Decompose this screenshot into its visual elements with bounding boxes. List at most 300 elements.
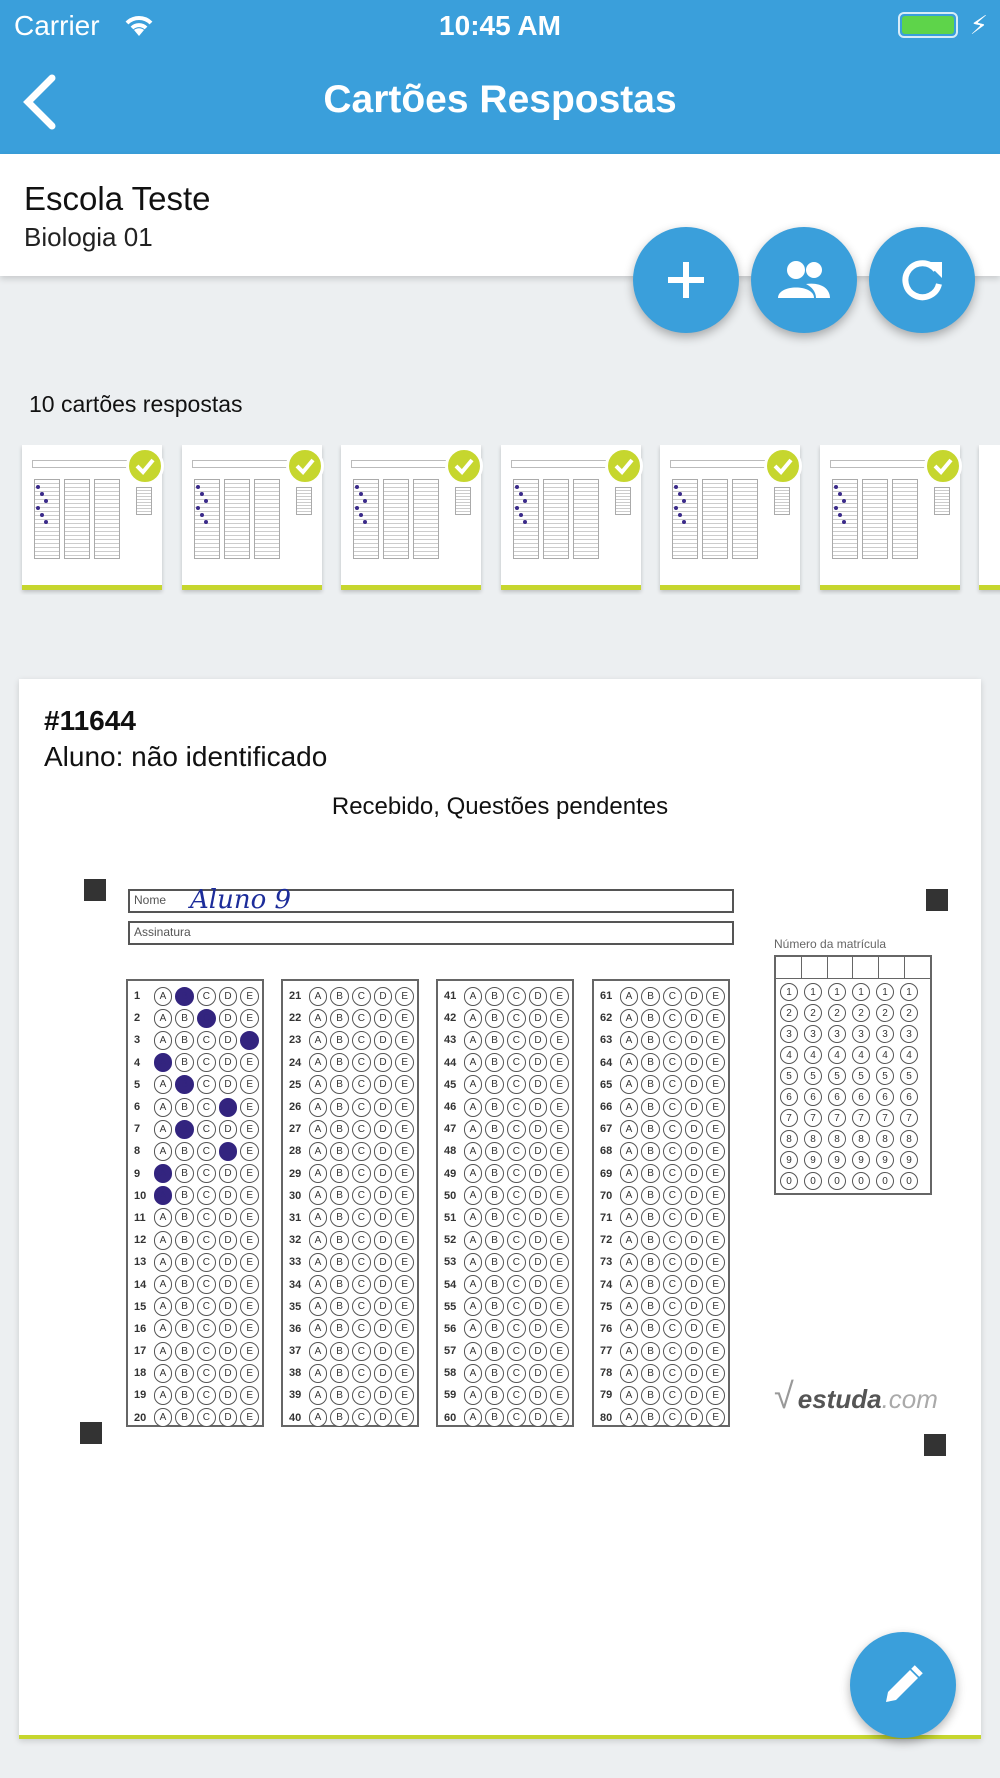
answer-bubble: A bbox=[464, 1164, 483, 1183]
question-row: 30 A B C D E bbox=[289, 1185, 417, 1207]
answer-bubble: C bbox=[663, 1319, 682, 1338]
answer-bubble: E bbox=[395, 1364, 414, 1383]
answer-bubble: C bbox=[197, 1075, 216, 1094]
answer-bubble: E bbox=[240, 1031, 259, 1050]
answer-bubble: B bbox=[175, 1231, 194, 1250]
answer-bubble: C bbox=[352, 1031, 371, 1050]
answer-bubble: D bbox=[219, 1408, 238, 1427]
answer-sheet-image bbox=[74, 879, 964, 1459]
answer-bubble: C bbox=[663, 1031, 682, 1050]
answer-bubble: B bbox=[330, 1142, 349, 1161]
digit-bubble: 0 bbox=[900, 1172, 918, 1190]
answer-bubble: D bbox=[529, 1275, 548, 1294]
answer-bubble: D bbox=[685, 1408, 704, 1427]
corner-marker bbox=[84, 879, 106, 901]
answer-bubble: A bbox=[309, 1164, 328, 1183]
answer-bubble: D bbox=[374, 1364, 393, 1383]
answer-bubble: A bbox=[620, 1120, 639, 1139]
digit-bubble: 2 bbox=[876, 1004, 894, 1022]
answer-bubble: A bbox=[154, 1275, 173, 1294]
answer-bubble: D bbox=[529, 1386, 548, 1405]
answer-bubble: E bbox=[706, 1009, 725, 1028]
question-row: 39 A B C D E bbox=[289, 1384, 417, 1406]
question-row: 16 A B C D E bbox=[134, 1318, 262, 1340]
card-id: #11644 bbox=[44, 705, 136, 736]
digit-bubble: 2 bbox=[804, 1004, 822, 1022]
digit-bubble: 4 bbox=[900, 1046, 918, 1064]
card-thumbnail[interactable] bbox=[820, 445, 960, 590]
answer-bubble: B bbox=[330, 1319, 349, 1338]
answer-bubble: A bbox=[309, 1142, 328, 1161]
answer-bubble: C bbox=[352, 1231, 371, 1250]
answer-bubble: E bbox=[550, 1253, 569, 1272]
answer-bubble: E bbox=[395, 1098, 414, 1117]
digit-bubble: 5 bbox=[852, 1067, 870, 1085]
answer-bubble: B bbox=[330, 1275, 349, 1294]
answer-bubble: B bbox=[485, 987, 504, 1006]
answer-bubble: C bbox=[197, 987, 216, 1006]
answer-bubble: B bbox=[175, 1319, 194, 1338]
answer-bubble: B bbox=[330, 1164, 349, 1183]
carrier-label: Carrier bbox=[14, 10, 100, 41]
answer-bubble: C bbox=[507, 1253, 526, 1272]
question-row: 22 A B C D E bbox=[289, 1007, 417, 1029]
answer-bubble: D bbox=[529, 1364, 548, 1383]
answer-bubble: E bbox=[550, 1120, 569, 1139]
answer-bubble: B bbox=[485, 1186, 504, 1205]
answer-bubble: C bbox=[197, 1142, 216, 1161]
answer-bubble: E bbox=[550, 1208, 569, 1227]
question-row: 67 A B C D E bbox=[600, 1118, 728, 1140]
answer-bubble: A bbox=[620, 1009, 639, 1028]
answer-bubble: C bbox=[197, 1342, 216, 1361]
answer-bubble: B bbox=[485, 1364, 504, 1383]
answer-bubble: E bbox=[395, 1120, 414, 1139]
answer-bubble: D bbox=[529, 1408, 548, 1427]
question-row: 18 A B C D E bbox=[134, 1362, 262, 1384]
answer-bubble: E bbox=[706, 987, 725, 1006]
answer-bubble: B bbox=[485, 1098, 504, 1117]
answer-bubble: B bbox=[175, 1142, 194, 1161]
answer-bubble: A bbox=[464, 1075, 483, 1094]
answer-bubble: E bbox=[550, 1142, 569, 1161]
question-row: 75 A B C D E bbox=[600, 1296, 728, 1318]
answer-bubble: C bbox=[507, 1342, 526, 1361]
answer-bubble: E bbox=[706, 1142, 725, 1161]
digit-bubble: 8 bbox=[900, 1130, 918, 1148]
answer-bubble: E bbox=[395, 1208, 414, 1227]
answer-bubble: E bbox=[550, 1364, 569, 1383]
page-title: Cartões Respostas bbox=[323, 78, 677, 121]
answer-bubble: D bbox=[219, 1386, 238, 1405]
answer-bubble: B bbox=[485, 1297, 504, 1316]
answer-bubble: B bbox=[175, 1342, 194, 1361]
question-row: 35 A B C D E bbox=[289, 1296, 417, 1318]
answer-bubble: D bbox=[685, 1164, 704, 1183]
card-thumbnail[interactable] bbox=[182, 445, 322, 590]
digit-bubble: 3 bbox=[900, 1025, 918, 1043]
answer-bubble: B bbox=[485, 1009, 504, 1028]
brand-logo: √ estuda.com bbox=[774, 1375, 938, 1416]
answer-bubble: C bbox=[507, 1142, 526, 1161]
answer-bubble: E bbox=[706, 1031, 725, 1050]
answer-bubble: E bbox=[395, 1342, 414, 1361]
answer-bubble: C bbox=[507, 1075, 526, 1094]
student-label: Aluno: não identificado bbox=[44, 741, 328, 772]
question-row: 26 A B C D E bbox=[289, 1096, 417, 1118]
answer-bubble: E bbox=[240, 1186, 259, 1205]
answer-bubble: E bbox=[706, 1319, 725, 1338]
question-row: 9 A B C D E bbox=[134, 1163, 262, 1185]
answer-bubble: C bbox=[663, 1120, 682, 1139]
answer-bubble: B bbox=[485, 1275, 504, 1294]
answer-bubble: C bbox=[352, 1142, 371, 1161]
digit-bubble: 5 bbox=[804, 1067, 822, 1085]
answer-bubble: E bbox=[550, 987, 569, 1006]
answer-bubble: A bbox=[620, 1031, 639, 1050]
answer-bubble: E bbox=[395, 1386, 414, 1405]
answer-bubble: C bbox=[507, 1031, 526, 1050]
answer-bubble: E bbox=[395, 987, 414, 1006]
answer-bubble: B bbox=[175, 1386, 194, 1405]
question-row: 71 A B C D E bbox=[600, 1207, 728, 1229]
add-button[interactable] bbox=[633, 227, 739, 333]
digit-bubble: 6 bbox=[852, 1088, 870, 1106]
answer-bubble: C bbox=[197, 1031, 216, 1050]
answer-bubble: A bbox=[154, 1297, 173, 1316]
answer-bubble: A bbox=[620, 1253, 639, 1272]
answer-bubble: A bbox=[464, 1186, 483, 1205]
answer-bubble: A bbox=[620, 1319, 639, 1338]
answer-bubble: E bbox=[395, 1009, 414, 1028]
registration-label: Número da matrícula bbox=[774, 937, 887, 951]
group-icon bbox=[776, 260, 832, 300]
answer-bubble: A bbox=[309, 987, 328, 1006]
answer-bubble: C bbox=[352, 1408, 371, 1427]
answer-bubble: C bbox=[507, 1364, 526, 1383]
answer-bubble: E bbox=[706, 1208, 725, 1227]
question-row: 19 A B C D E bbox=[134, 1384, 262, 1406]
answer-bubble: C bbox=[352, 1275, 371, 1294]
answer-bubble: A bbox=[464, 1408, 483, 1427]
answer-bubble: C bbox=[507, 1386, 526, 1405]
answer-bubble: E bbox=[550, 1164, 569, 1183]
answer-bubble: A bbox=[464, 1031, 483, 1050]
answer-bubble: B bbox=[175, 1031, 194, 1050]
answer-bubble: A bbox=[464, 1053, 483, 1072]
answer-bubble: D bbox=[529, 1319, 548, 1338]
thumbnail-strip[interactable] bbox=[0, 445, 1000, 595]
answer-bubble: D bbox=[374, 1053, 393, 1072]
answer-bubble: A bbox=[620, 1408, 639, 1427]
question-row: 15 A B C D E bbox=[134, 1296, 262, 1318]
question-row: 6 A B C D E bbox=[134, 1096, 262, 1118]
question-row: 24 A B C D E bbox=[289, 1052, 417, 1074]
answer-bubble: A bbox=[309, 1231, 328, 1250]
digit-bubble: 8 bbox=[780, 1130, 798, 1148]
answer-bubble: E bbox=[240, 1253, 259, 1272]
answer-bubble: D bbox=[374, 1075, 393, 1094]
answer-bubble: A bbox=[154, 1142, 173, 1161]
answer-bubble: A bbox=[464, 1142, 483, 1161]
answer-bubble: A bbox=[620, 1364, 639, 1383]
answer-bubble: B bbox=[641, 1098, 660, 1117]
answer-bubble: A bbox=[309, 1342, 328, 1361]
answer-bubble: D bbox=[374, 1319, 393, 1338]
answer-bubble: B bbox=[175, 1164, 194, 1183]
answer-bubble: D bbox=[374, 1098, 393, 1117]
card-thumbnail[interactable] bbox=[979, 445, 1000, 590]
question-row: 34 A B C D E bbox=[289, 1273, 417, 1295]
answer-bubble: E bbox=[706, 1231, 725, 1250]
digit-bubble: 9 bbox=[900, 1151, 918, 1169]
digit-bubble: 0 bbox=[804, 1172, 822, 1190]
answer-bubble: E bbox=[240, 1364, 259, 1383]
question-row: 4 A B C D E bbox=[134, 1052, 262, 1074]
answer-bubble: E bbox=[550, 1098, 569, 1117]
answer-bubble: B bbox=[330, 1342, 349, 1361]
digit-bubble: 5 bbox=[828, 1067, 846, 1085]
question-row: 62 A B C D E bbox=[600, 1007, 728, 1029]
answer-bubble: C bbox=[663, 1253, 682, 1272]
question-row: 28 A B C D E bbox=[289, 1140, 417, 1162]
answer-bubble: D bbox=[529, 1297, 548, 1316]
answer-bubble: D bbox=[685, 1231, 704, 1250]
digit-bubble: 3 bbox=[804, 1025, 822, 1043]
question-row: 40 A B C D E bbox=[289, 1407, 417, 1429]
answer-bubble: A bbox=[154, 1208, 173, 1227]
corner-marker bbox=[924, 1434, 946, 1456]
answer-bubble: A bbox=[309, 1297, 328, 1316]
answer-bubble: E bbox=[395, 1142, 414, 1161]
edit-button[interactable] bbox=[850, 1632, 956, 1738]
answer-bubble: E bbox=[240, 1075, 259, 1094]
question-row: 63 A B C D E bbox=[600, 1029, 728, 1051]
answer-bubble: E bbox=[550, 1408, 569, 1427]
answer-bubble: B bbox=[485, 1386, 504, 1405]
question-row: 58 A B C D E bbox=[444, 1362, 572, 1384]
digit-bubble: 9 bbox=[828, 1151, 846, 1169]
card-thumbnail[interactable] bbox=[501, 445, 641, 590]
answer-bubble: A bbox=[154, 1319, 173, 1338]
answer-bubble: E bbox=[240, 1164, 259, 1183]
answer-bubble: B bbox=[175, 1297, 194, 1316]
answer-bubble: D bbox=[685, 987, 704, 1006]
answer-bubble: C bbox=[663, 1364, 682, 1383]
question-row: 2 A B C D E bbox=[134, 1007, 262, 1029]
digit-bubble: 1 bbox=[900, 983, 918, 1001]
check-icon bbox=[126, 447, 164, 485]
answer-bubble: D bbox=[529, 1053, 548, 1072]
students-button[interactable] bbox=[751, 227, 857, 333]
digit-bubble: 2 bbox=[852, 1004, 870, 1022]
answer-bubble: B bbox=[641, 1275, 660, 1294]
answer-bubble: A bbox=[464, 1319, 483, 1338]
answer-bubble: A bbox=[309, 1253, 328, 1272]
answer-bubble: D bbox=[219, 1253, 238, 1272]
answer-bubble: B bbox=[330, 1120, 349, 1139]
question-row: 17 A B C D E bbox=[134, 1340, 262, 1362]
answer-bubble: D bbox=[685, 1009, 704, 1028]
digit-bubble: 8 bbox=[852, 1130, 870, 1148]
question-row: 37 A B C D E bbox=[289, 1340, 417, 1362]
answer-bubble: C bbox=[197, 1164, 216, 1183]
answer-bubble: E bbox=[240, 1386, 259, 1405]
digit-bubble: 2 bbox=[780, 1004, 798, 1022]
answer-bubble: A bbox=[309, 1275, 328, 1294]
digit-bubble: 4 bbox=[828, 1046, 846, 1064]
answer-bubble: D bbox=[374, 1164, 393, 1183]
question-row: 56 A B C D E bbox=[444, 1318, 572, 1340]
question-row: 55 A B C D E bbox=[444, 1296, 572, 1318]
answer-bubble: C bbox=[197, 1364, 216, 1383]
answer-bubble: E bbox=[395, 1231, 414, 1250]
answer-bubble: A bbox=[309, 1075, 328, 1094]
answer-bubble: C bbox=[507, 1053, 526, 1072]
answer-bubble: D bbox=[219, 1009, 238, 1028]
answer-bubble: B bbox=[485, 1075, 504, 1094]
question-row: 3 A B C D E bbox=[134, 1029, 262, 1051]
answer-bubble: E bbox=[706, 1297, 725, 1316]
answer-bubble: C bbox=[197, 1386, 216, 1405]
answer-bubble: D bbox=[219, 1120, 238, 1139]
answer-bubble: A bbox=[309, 1408, 328, 1427]
answer-bubble: A bbox=[309, 1386, 328, 1405]
answer-bubble: C bbox=[507, 1186, 526, 1205]
answer-bubble: C bbox=[197, 1009, 216, 1028]
answer-bubble: D bbox=[219, 1342, 238, 1361]
answer-bubble: A bbox=[620, 1098, 639, 1117]
answer-bubble: C bbox=[507, 1208, 526, 1227]
corner-marker bbox=[80, 1422, 102, 1444]
answer-bubble: A bbox=[154, 1253, 173, 1272]
answer-bubble: C bbox=[507, 1319, 526, 1338]
digit-bubble: 0 bbox=[828, 1172, 846, 1190]
question-row: 48 A B C D E bbox=[444, 1140, 572, 1162]
answer-bubble: B bbox=[641, 1009, 660, 1028]
answer-bubble: D bbox=[374, 1275, 393, 1294]
answer-bubble: D bbox=[374, 1231, 393, 1250]
digit-bubble: 9 bbox=[780, 1151, 798, 1169]
answer-bubble: D bbox=[219, 1164, 238, 1183]
question-row: 50 A B C D E bbox=[444, 1185, 572, 1207]
answer-bubble: A bbox=[309, 1053, 328, 1072]
answer-bubble: B bbox=[485, 1342, 504, 1361]
top-bar bbox=[0, 0, 1000, 154]
answer-bubble: B bbox=[175, 1009, 194, 1028]
answer-bubble: B bbox=[485, 1231, 504, 1250]
answer-bubble: B bbox=[330, 1031, 349, 1050]
answer-bubble: E bbox=[706, 1120, 725, 1139]
signature-field bbox=[128, 921, 734, 945]
answer-bubble: E bbox=[240, 1408, 259, 1427]
answer-bubble: A bbox=[154, 1031, 173, 1050]
answer-bubble: C bbox=[352, 1364, 371, 1383]
answer-bubble: A bbox=[464, 1120, 483, 1139]
answer-bubble: A bbox=[620, 987, 639, 1006]
answer-bubble: C bbox=[197, 1408, 216, 1427]
answer-bubble: D bbox=[374, 1142, 393, 1161]
answer-bubble: A bbox=[620, 1297, 639, 1316]
answer-bubble: D bbox=[685, 1053, 704, 1072]
answer-bubble: D bbox=[685, 1364, 704, 1383]
answer-bubble: B bbox=[641, 1297, 660, 1316]
answer-bubble: B bbox=[641, 1031, 660, 1050]
card-thumbnail[interactable] bbox=[22, 445, 162, 590]
answer-bubble: A bbox=[464, 1342, 483, 1361]
refresh-button[interactable] bbox=[869, 227, 975, 333]
digit-bubble: 3 bbox=[780, 1025, 798, 1043]
answer-bubble: E bbox=[550, 1297, 569, 1316]
digit-bubble: 1 bbox=[876, 983, 894, 1001]
question-row: 32 A B C D E bbox=[289, 1229, 417, 1251]
answer-bubble: A bbox=[620, 1342, 639, 1361]
clock: 10:45 AM bbox=[439, 10, 561, 41]
answer-bubble: D bbox=[685, 1275, 704, 1294]
question-row: 79 A B C D E bbox=[600, 1384, 728, 1406]
answer-bubble: D bbox=[529, 1031, 548, 1050]
digit-bubble: 7 bbox=[876, 1109, 894, 1127]
answer-bubble: D bbox=[685, 1297, 704, 1316]
answer-bubble: D bbox=[219, 1297, 238, 1316]
answer-bubble: C bbox=[197, 1275, 216, 1294]
card-thumbnail[interactable] bbox=[341, 445, 481, 590]
answer-bubble: A bbox=[154, 1053, 173, 1072]
charging-icon: ⚡ bbox=[969, 10, 988, 40]
question-row: 38 A B C D E bbox=[289, 1362, 417, 1384]
question-row: 20 A B C D E bbox=[134, 1407, 262, 1429]
answer-bubble: D bbox=[374, 1253, 393, 1272]
question-row: 10 A B C D E bbox=[134, 1185, 262, 1207]
question-row: 66 A B C D E bbox=[600, 1096, 728, 1118]
answer-bubble: B bbox=[641, 1364, 660, 1383]
answer-bubble: C bbox=[197, 1231, 216, 1250]
answer-bubble: C bbox=[507, 1120, 526, 1139]
refresh-icon bbox=[898, 256, 946, 304]
answer-bubble: E bbox=[550, 1342, 569, 1361]
digit-bubble: 3 bbox=[852, 1025, 870, 1043]
answer-bubble: D bbox=[529, 1342, 548, 1361]
answer-bubble: C bbox=[507, 987, 526, 1006]
question-column bbox=[126, 979, 264, 1427]
answer-bubble: A bbox=[154, 987, 173, 1006]
answer-bubble: B bbox=[175, 987, 194, 1006]
answer-bubble: D bbox=[685, 1386, 704, 1405]
question-row: 72 A B C D E bbox=[600, 1229, 728, 1251]
answer-bubble: A bbox=[309, 1319, 328, 1338]
answer-bubble: B bbox=[330, 1364, 349, 1383]
answer-bubble: E bbox=[240, 987, 259, 1006]
answer-bubble: D bbox=[374, 1031, 393, 1050]
answer-bubble: D bbox=[685, 1319, 704, 1338]
digit-bubble: 6 bbox=[828, 1088, 846, 1106]
answer-bubble: B bbox=[330, 1297, 349, 1316]
answer-bubble: C bbox=[197, 1053, 216, 1072]
answer-bubble: C bbox=[352, 1120, 371, 1139]
question-row: 43 A B C D E bbox=[444, 1029, 572, 1051]
answer-bubble: A bbox=[309, 1009, 328, 1028]
card-thumbnail[interactable] bbox=[660, 445, 800, 590]
answer-bubble: D bbox=[685, 1253, 704, 1272]
answer-bubble: B bbox=[641, 1186, 660, 1205]
answer-bubble: C bbox=[197, 1253, 216, 1272]
digit-bubble: 1 bbox=[828, 983, 846, 1001]
digit-bubble: 7 bbox=[900, 1109, 918, 1127]
question-row: 76 A B C D E bbox=[600, 1318, 728, 1340]
answer-bubble: C bbox=[197, 1208, 216, 1227]
answer-bubble: E bbox=[240, 1142, 259, 1161]
question-row: 68 A B C D E bbox=[600, 1140, 728, 1162]
